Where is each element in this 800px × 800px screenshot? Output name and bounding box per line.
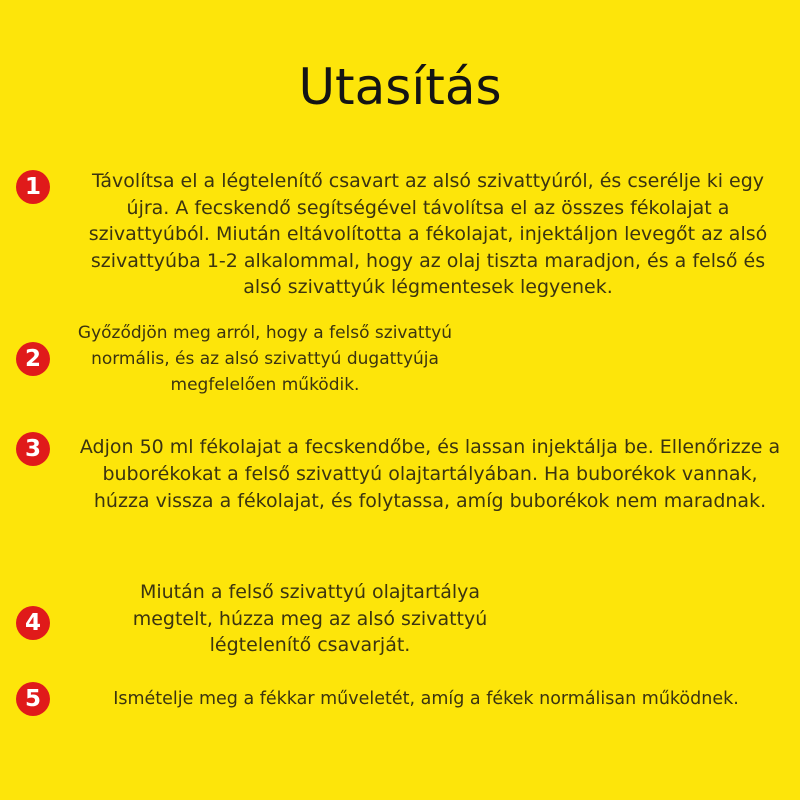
step-3-number-badge: 3 xyxy=(16,432,50,466)
step-1-number-badge: 1 xyxy=(16,170,50,204)
page-title: Utasítás xyxy=(298,58,502,116)
step-5-number-badge: 5 xyxy=(16,682,50,716)
step-3-text: Adjon 50 ml fékolajat a fecskendőbe, és lassan injektálja be. Ellenőrizze a buborékokat a felső szivattyú olajtartályában. Ha buborékok vannak, húzza vissza a fékolajat, és folytassa, amíg buborékok nem maradnak. xyxy=(79,436,781,512)
step-1-text: Távolítsa el a légtelenítő csavart az alsó szivattyúról, és cserélje ki egy újra. A fecskendő segítségével távolítsa el az összes fékolajat a szivattyúból. Miután eltávolította a fékolajat, injektáljon levegőt az alsó szivattyúba 1-2 alkalommal, hogy az olaj tiszta maradjon, és a felső és alsó szivattyúk légmentesek legyenek. xyxy=(88,170,768,298)
step-2-number-badge: 2 xyxy=(16,342,50,376)
step-5-text: Ismételje meg a fékkar műveletét, amíg a fékek normálisan működnek. xyxy=(113,689,739,709)
step-4-text: Miután a felső szivattyú olajtartálya megtelt, húzza meg az alsó szivattyú légtelenítő csavarját. xyxy=(132,581,488,656)
step-2-text: Győződjön meg arról, hogy a felső szivattyú normális, és az alsó szivattyú dugattyúja megfelelően működik. xyxy=(77,323,453,395)
step-4-number-badge: 4 xyxy=(16,606,50,640)
